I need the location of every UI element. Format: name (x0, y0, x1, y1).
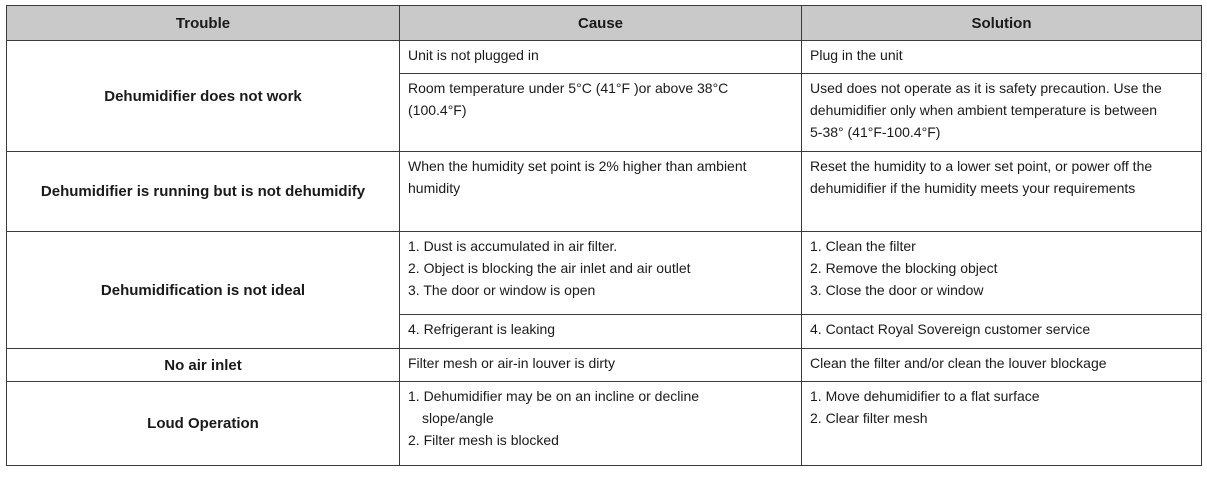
solution-cell (802, 232, 1202, 315)
header-row (7, 6, 1202, 41)
cause-line: 4. Refrigerant is leaking (408, 321, 556, 337)
header-trouble: Trouble (7, 6, 400, 41)
cause-line: Room temperature under 5°C (41°F )or above 38°C (408, 80, 729, 96)
cause-line: 1. Dust is accumulated in air filter. (408, 238, 618, 254)
cause-cell (400, 232, 802, 315)
cause-line: (100.4°F) (408, 102, 467, 118)
cause-cell (400, 382, 802, 466)
solution-line: 5-38° (41°F-100.4°F) (810, 124, 941, 140)
solution-line: Plug in the unit (810, 47, 903, 63)
solution-line: 3. Close the door or window (810, 282, 984, 298)
cause-line: 2. Filter mesh is blocked (408, 432, 559, 448)
table-row (7, 349, 1202, 382)
solution-line: Reset the humidity to a lower set point, or power off the (810, 158, 1153, 174)
solution-line: 1. Clean the filter (810, 238, 916, 254)
trouble-cell: Loud Operation (7, 382, 400, 466)
cause-line: When the humidity set point is 2% higher than ambient (408, 158, 747, 174)
cause-line: Filter mesh or air-in louver is dirty (408, 355, 615, 371)
solution-line: dehumidifier if the humidity meets your requirements (810, 180, 1136, 196)
cause-line: humidity (408, 180, 461, 196)
header-cause: Cause (400, 6, 802, 41)
trouble-cell: Dehumidification is not ideal (7, 232, 400, 349)
solution-cell (802, 382, 1202, 466)
solution-line: 1. Move dehumidifier to a flat surface (810, 388, 1040, 404)
header-solution: Solution (802, 6, 1202, 41)
troubleshooting-table (6, 5, 1202, 466)
cause-cell (400, 74, 802, 152)
trouble-cell: Dehumidifier does not work (7, 41, 400, 152)
cause-line: slope/angle (422, 410, 494, 426)
table-row (7, 232, 1202, 315)
solution-cell (802, 41, 1202, 74)
cause-cell (400, 349, 802, 382)
cause-cell (400, 152, 802, 232)
solution-cell (802, 74, 1202, 152)
table-row (7, 382, 1202, 466)
trouble-cell: Dehumidifier is running but is not dehumidify (7, 152, 400, 232)
solution-line: Used does not operate as it is safety precaution. Use the (810, 80, 1162, 96)
table-row (7, 41, 1202, 74)
solution-line: 2. Remove the blocking object (810, 260, 998, 276)
solution-cell (802, 315, 1202, 349)
solution-cell (802, 349, 1202, 382)
cause-cell (400, 41, 802, 74)
solution-cell (802, 152, 1202, 232)
solution-line: dehumidifier only when ambient temperature is between (810, 102, 1158, 118)
cause-line: Unit is not plugged in (408, 47, 539, 63)
solution-line: 4. Contact Royal Sovereign customer service (810, 321, 1091, 337)
table-row (7, 152, 1202, 232)
cause-line: 2. Object is blocking the air inlet and air outlet (408, 260, 691, 276)
solution-line: Clean the filter and/or clean the louver blockage (810, 355, 1107, 371)
solution-line: 2. Clear filter mesh (810, 410, 928, 426)
cause-line: 3. The door or window is open (408, 282, 596, 298)
cause-line: 1. Dehumidifier may be on an incline or decline (408, 388, 700, 404)
cause-cell (400, 315, 802, 349)
trouble-cell: No air inlet (7, 349, 400, 382)
